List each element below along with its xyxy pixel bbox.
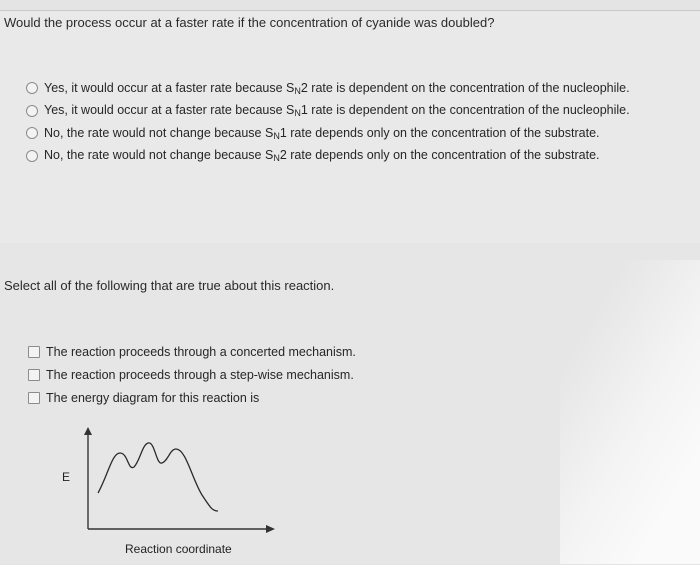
y-axis-label: E	[62, 470, 71, 484]
q2-option-2[interactable]	[28, 363, 356, 386]
energy-diagram	[60, 425, 280, 560]
q1-option-1[interactable]	[26, 77, 630, 100]
option-text: The reaction proceeds through a concerted mechanism.	[46, 344, 356, 359]
checkbox[interactable]	[28, 369, 40, 381]
option-text: Yes, it would occur at a faster rate because $S_N1$ rate is dependent on the concentration of the nucleophile.	[44, 103, 630, 119]
option-text: Yes, it would occur at a faster rate because $S_N2$ rate is dependent on the concentration of the nucleophile.	[44, 80, 630, 96]
option-text: No, the rate would not change because $S_N2$ rate depends only on the concentration of the substrate.	[44, 148, 600, 164]
q2-option-1[interactable]	[28, 340, 356, 363]
energy-curve	[98, 443, 218, 511]
q1-option-2[interactable]	[26, 100, 630, 123]
option-text: No, the rate would not change because $S_N1$ rate depends only on the concentration of the substrate.	[44, 125, 600, 141]
radio-button[interactable]	[26, 82, 38, 94]
x-axis-label: Reaction coordinate	[125, 542, 232, 556]
radio-button[interactable]	[26, 105, 38, 117]
x-axis-arrow	[266, 525, 275, 533]
q2-option-3[interactable]	[28, 386, 356, 409]
radio-button[interactable]	[26, 127, 38, 139]
energy-diagram-svg	[60, 425, 280, 560]
checkbox[interactable]	[28, 346, 40, 358]
q1-option-3[interactable]	[26, 122, 630, 145]
question-2-options	[28, 340, 356, 409]
y-axis-arrow	[84, 427, 92, 435]
question-2-prompt: Select all of the following that are true about this reaction.	[4, 278, 335, 293]
question-1-prompt: Would the process occur at a faster rate if the concentration of cyanide was doubled?	[4, 15, 495, 30]
question-1-options	[26, 77, 630, 167]
option-text: The energy diagram for this reaction is	[46, 390, 260, 405]
q1-option-4[interactable]	[26, 145, 630, 168]
checkbox[interactable]	[28, 392, 40, 404]
radio-button[interactable]	[26, 150, 38, 162]
option-text: The reaction proceeds through a step-wise mechanism.	[46, 367, 354, 382]
